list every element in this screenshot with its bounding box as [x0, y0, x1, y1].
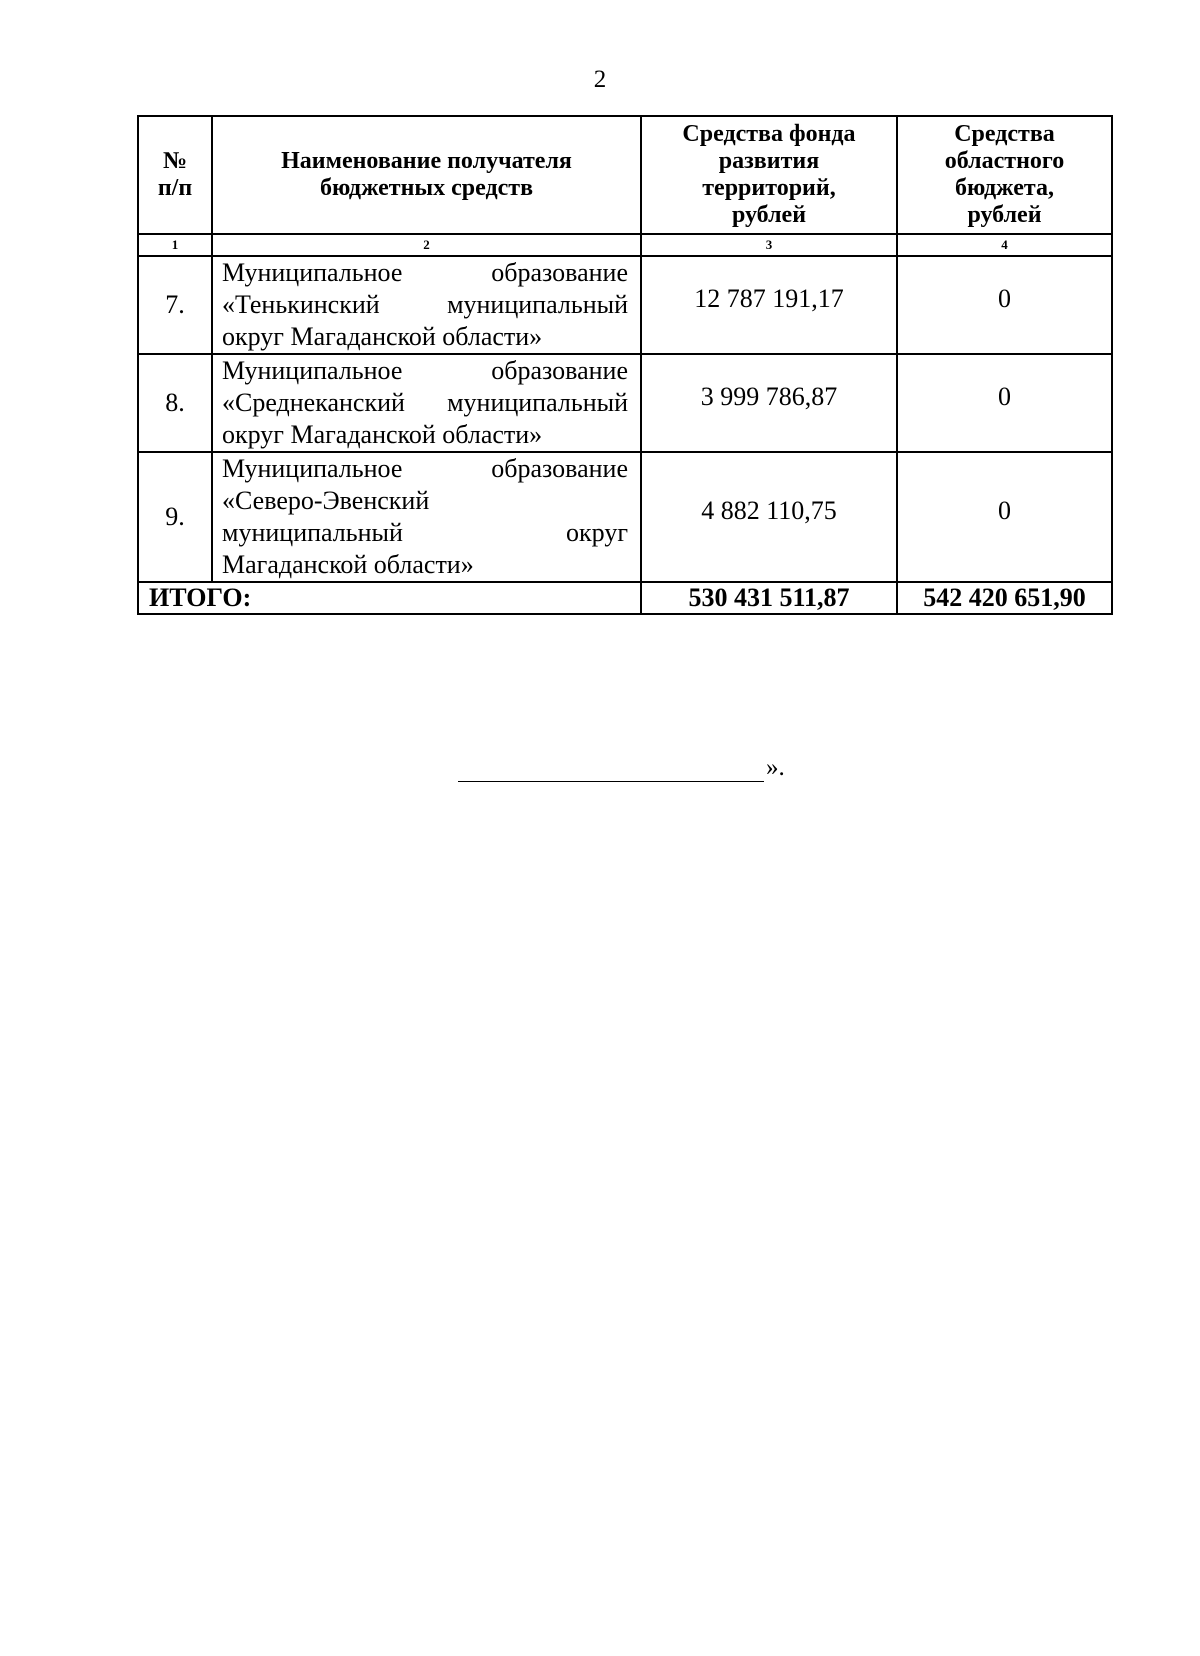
page-number: 2	[593, 66, 607, 93]
header-development-fund	[641, 116, 897, 234]
recipient-name-line: округ Магаданской области»	[222, 420, 543, 449]
column-number-row	[138, 234, 1112, 256]
fund-amount: 12 787 191,17	[641, 256, 897, 354]
recipient-name-line: «Среднеканский муниципальный	[222, 388, 628, 417]
header-line: Наименование получателя	[281, 148, 572, 174]
recipient-name-line: Муниципальное образование	[222, 454, 628, 483]
header-line: рублей	[967, 202, 1042, 228]
header-line: №	[162, 148, 188, 174]
regional-amount: 0	[897, 256, 1112, 354]
table-row	[138, 354, 1112, 452]
column-number: 4	[897, 234, 1112, 256]
header-line: рублей	[731, 202, 807, 228]
row-number: 9.	[138, 452, 212, 582]
header-line: Средства фонда	[682, 121, 856, 147]
header-line: развития	[718, 148, 820, 174]
recipient-name-line: округ Магаданской области»	[222, 322, 543, 351]
header-line: бюджетных средств	[319, 175, 534, 201]
header-line: территорий,	[702, 175, 836, 201]
closing-line	[458, 754, 785, 782]
recipient-name-line: муниципальный округ	[222, 518, 628, 547]
total-regional-amount: 542 420 651,90	[897, 582, 1112, 614]
header-line: Средства	[954, 121, 1055, 147]
regional-amount: 0	[897, 452, 1112, 582]
row-number: 7.	[138, 256, 212, 354]
header-regional-budget	[897, 116, 1112, 234]
recipient-name	[212, 452, 641, 582]
total-fund-amount: 530 431 511,87	[641, 582, 897, 614]
header-line: бюджета,	[955, 175, 1054, 201]
column-number: 1	[138, 234, 212, 256]
recipient-name	[212, 354, 641, 452]
header-recipient	[212, 116, 641, 234]
closing-quote-mark: ».	[766, 754, 785, 781]
header-line: п/п	[157, 175, 193, 201]
column-number: 3	[641, 234, 897, 256]
recipient-name-line: Муниципальное образование	[222, 258, 628, 287]
table-row	[138, 256, 1112, 354]
table-header-row	[138, 116, 1112, 234]
table-row	[138, 452, 1112, 582]
regional-amount: 0	[897, 354, 1112, 452]
fund-amount: 3 999 786,87	[641, 354, 897, 452]
header-line: областного	[944, 148, 1065, 174]
budget-table	[137, 115, 1113, 615]
total-row	[138, 582, 1112, 614]
recipient-name-line: «Тенькинский муниципальный	[222, 290, 628, 319]
fund-amount: 4 882 110,75	[641, 452, 897, 582]
header-number	[138, 116, 212, 234]
total-label: ИТОГО:	[138, 582, 641, 614]
recipient-name-line: Магаданской области»	[222, 550, 474, 579]
closing-rule	[458, 755, 764, 782]
column-number: 2	[212, 234, 641, 256]
recipient-name-line: Муниципальное образование	[222, 356, 628, 385]
recipient-name-line: «Северо-Эвенский	[222, 486, 430, 515]
recipient-name	[212, 256, 641, 354]
row-number: 8.	[138, 354, 212, 452]
